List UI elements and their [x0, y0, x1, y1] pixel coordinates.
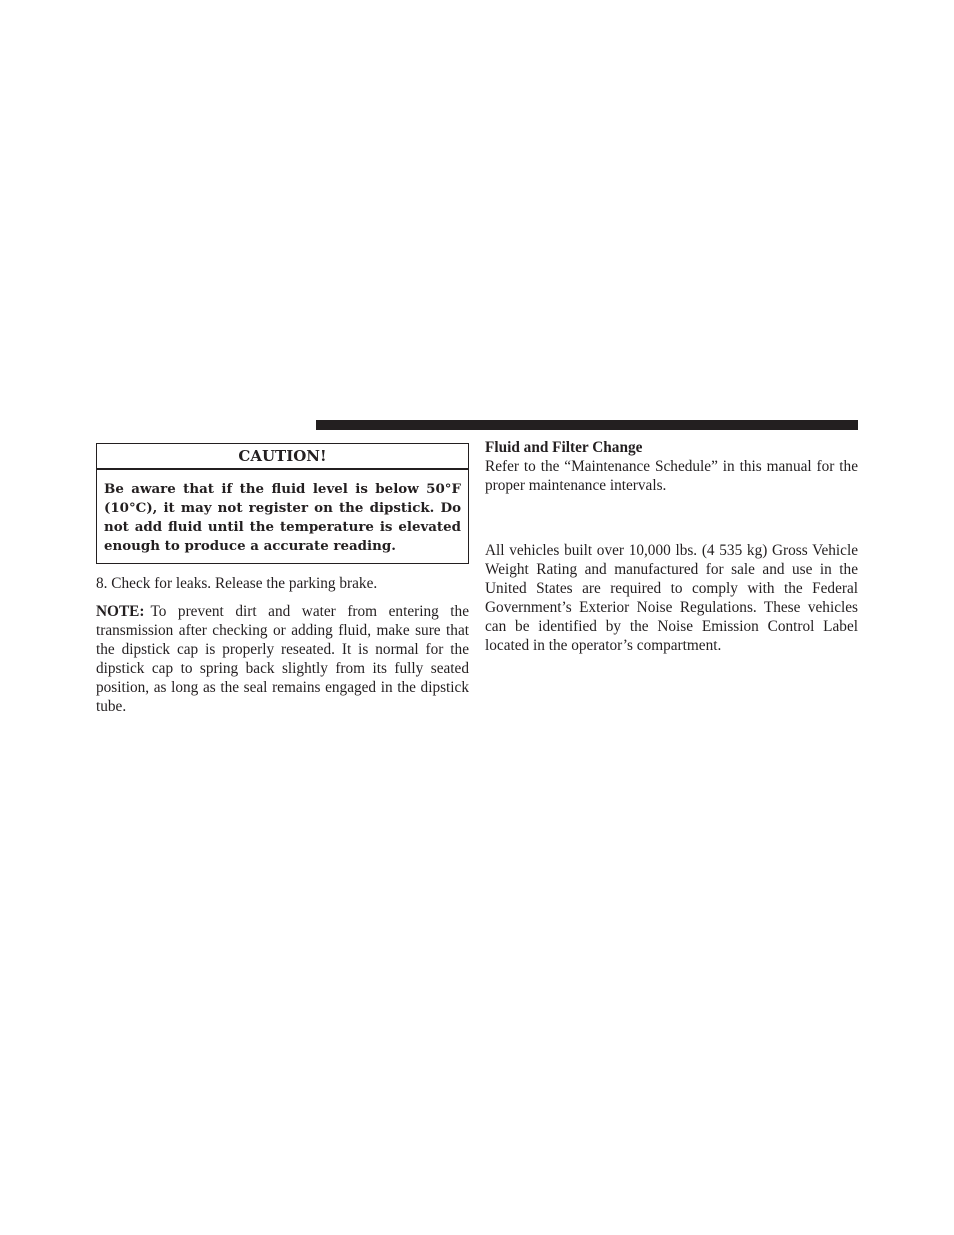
step-8-text: 8. Check for leaks. Release the parking brake.	[96, 575, 378, 592]
caution-heading: CAUTION!	[97, 444, 468, 470]
noise-regulation-text: All vehicles built over 10,000 lbs. (4 535 kg) Gross Vehicle Weight Rating and manufactured for sale and use in the United States are required to comply with the Federal Government’s Exterior Noise Regulations. These vehicles can be identified by the Noise Emission Control Label located in the operator’s compartment.	[485, 542, 858, 654]
fluid-filter-heading: Fluid and Filter Change	[485, 439, 643, 456]
note-text: To prevent dirt and water from entering the transmission after checking or adding fluid, make sure that the dipstick cap is properly reseated. It is normal for the dipstick cap to spring back slightly from its fully seated position, as long as the seal remains engaged in the dipstick tube.	[96, 603, 469, 715]
note-label: NOTE:	[96, 603, 145, 620]
caution-text: Be aware that if the fluid level is below 50°F (10°C), it may not register on the dipstick. Do not add fluid until the temperature is elevated enough to produce a accurate reading.	[104, 481, 461, 554]
note-paragraph	[96, 602, 469, 716]
caution-box	[96, 443, 469, 564]
section-header-bar	[316, 420, 858, 430]
fluid-filter-text: Refer to the “Maintenance Schedule” in this manual for the proper maintenance intervals.	[485, 458, 858, 494]
right-column	[485, 438, 858, 655]
left-column	[96, 443, 469, 716]
